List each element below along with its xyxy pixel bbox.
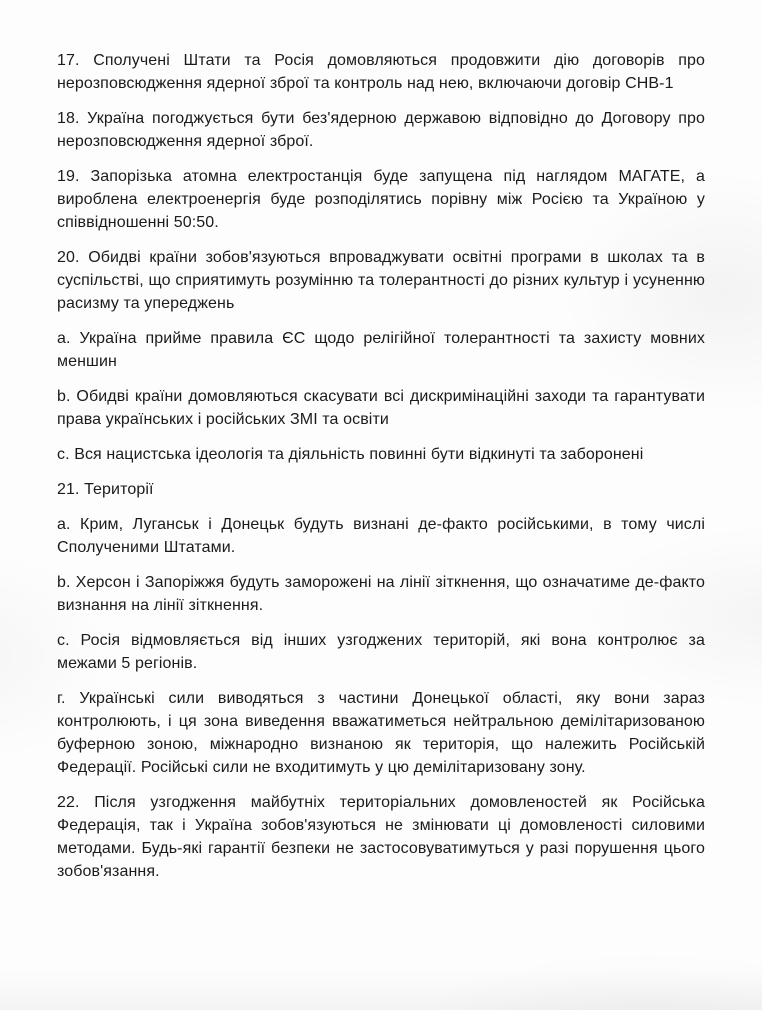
paragraph-21g-buffer-zone: г. Українські сили виводяться з частини Донецької області, яку вони зараз контролюють, і ця зона виведення вважатиметься нейтральною демілітаризованою буферною зоною, міжнародно визнаною як територія, що належить Російській Федерації. Російські сили не входитимуть у цю демілітаризовану зону. xyxy=(57,690,705,776)
paragraph-21c-russia-renounces: c. Росія відмовляється від інших узгоджених територій, які вона контролює за межами 5 регіонів. xyxy=(57,632,705,672)
paragraph-21-territories-heading: 21. Території xyxy=(57,481,154,498)
paragraph-21a-crimea-luhansk-donetsk: a. Крим, Луганськ і Донецьк будуть визнані де-факто російськими, в тому числі Сполученими Штатами. xyxy=(57,516,705,556)
paragraph-20-education-programs: 20. Обидві країни зобов'язуються впроваджувати освітні програми в школах та в суспільстві, що сприятимуть розумінню та толерантності до різних культур і усуненню расизму та упереджень xyxy=(57,249,705,312)
paragraph-18-non-nuclear-ukraine: 18. Україна погоджується бути без'ядерною державою відповідно до Договору про нерозповсюдження ядерної зброї. xyxy=(57,110,705,150)
paragraph-20b-media-rights: b. Обидві країни домовляються скасувати всі дискримінаційні заходи та гарантувати права українських і російських ЗМІ та освіти xyxy=(57,388,705,428)
paragraph-21b-kherson-zaporizhzhia: b. Херсон і Запоріжжя будуть заморожені на лінії зіткнення, що означатиме де-факто визнання на лінії зіткнення. xyxy=(57,574,705,614)
paragraph-17-nuclear-treaties: 17. Сполучені Штати та Росія домовляються продовжити дію договорів про нерозповсюдження ядерної зброї та контроль над нею, включаючи договір СНВ-1 xyxy=(57,52,705,92)
document-body xyxy=(57,49,705,883)
paragraph-22-no-force-changes: 22. Після узгодження майбутніх територіальних домовленостей як Російська Федерація, так і Україна зобов'язуються не змінювати ці домовленості силовими методами. Будь-які гарантії безпеки не застосовуватимуться у разі порушення цього зобов'язання. xyxy=(57,794,705,880)
paragraph-19-zaporizhzhia-plant: 19. Запорізька атомна електростанція буде запущена під наглядом МАГАТЕ, а вироблена електроенергія буде розподілятись порівну між Росією та Україною у співвідношенні 50:50. xyxy=(57,168,705,231)
paragraph-20a-eu-tolerance-rules: a. Україна прийме правила ЄС щодо релігійної толерантності та захисту мовних меншин xyxy=(57,330,705,370)
paragraph-20c-nazi-ideology-ban: c. Вся нацистська ідеологія та діяльність повинні бути відкинуті та заборонені xyxy=(57,446,644,463)
